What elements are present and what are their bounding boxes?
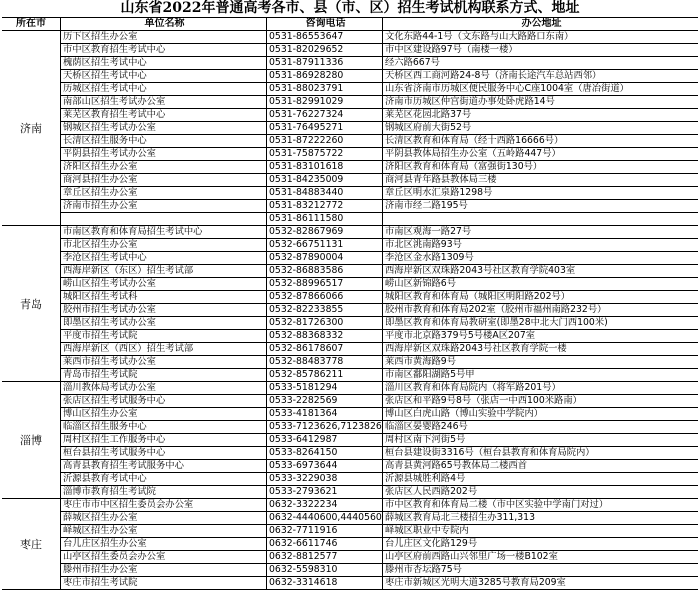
tel-cell: 0531-76495271 — [266, 122, 382, 134]
unit-cell: 沂源县教育考试中心 — [60, 473, 266, 485]
tel-cell: 0531-86111580 — [266, 213, 382, 225]
header-city: 所在市 — [16, 18, 46, 29]
addr-cell: 市南区观海一路27号 — [382, 226, 698, 238]
addr-cell: 长清区教育和体育局（经十西路16666号） — [382, 135, 698, 147]
tel-cell: 0531-76227324 — [266, 109, 382, 121]
table-row — [60, 395, 698, 408]
tel-cell: 0632-4440600,4440560 — [266, 512, 382, 524]
table-row — [60, 408, 698, 421]
unit-cell: 西海岸新区（东区）招生考试部 — [60, 265, 266, 277]
addr-cell: 山东省济南市历城区便民服务中心C座1004室（唐冶街道） — [382, 83, 698, 95]
unit-cell: 高青县教育招生考试服务中心 — [60, 460, 266, 472]
tel-cell: 0532-85786211 — [266, 369, 382, 381]
table-row — [60, 83, 698, 96]
tel-cell: 0531-84235009 — [266, 174, 382, 186]
table-row — [60, 460, 698, 473]
tel-cell: 0533-4181364 — [266, 408, 382, 420]
addr-cell: 莱芜区花园北路37号 — [382, 109, 698, 121]
table-row — [60, 499, 698, 512]
unit-cell: 西海岸新区（西区）招生考试部 — [60, 343, 266, 355]
table-row — [60, 304, 698, 317]
tel-cell: 0532-88996517 — [266, 278, 382, 290]
header-tel: 咨询电话 — [266, 18, 382, 30]
addr-cell: 钢城区府前大街52号 — [382, 122, 698, 134]
table-row — [60, 187, 698, 200]
table-row — [60, 265, 698, 278]
table-row — [60, 486, 698, 498]
unit-cell: 天桥区招生考试中心 — [60, 70, 266, 82]
tel-cell: 0532-86178607 — [266, 343, 382, 355]
addr-cell: 市中区教育和体育局二楼（市中区实验中学南门对过） — [382, 499, 698, 511]
unit-cell: 峄城区招生办公室 — [60, 525, 266, 537]
unit-cell: 商河县招生办公室 — [60, 174, 266, 186]
addr-cell: 市北区洮南路93号 — [382, 239, 698, 251]
city-cell: 枣庄 — [20, 538, 42, 551]
table-row — [60, 356, 698, 369]
unit-cell: 胶州市招生考试办公室 — [60, 304, 266, 316]
addr-cell: 张店区和平路9号8号（张店一中西100米路南） — [382, 395, 698, 407]
tel-cell: 0532-82233855 — [266, 304, 382, 316]
unit-cell: 张店区招生考试服务中心 — [60, 395, 266, 407]
unit-cell: 即墨区招生考试办公室 — [60, 317, 266, 329]
tel-cell: 0531-88023791 — [266, 83, 382, 95]
tel-cell: 0531-87222260 — [266, 135, 382, 147]
addr-cell: 商河县青年路县教体局三楼 — [382, 174, 698, 186]
tel-cell: 0533-2282569 — [266, 395, 382, 407]
tel-cell: 0531-86928280 — [266, 70, 382, 82]
addr-cell: 博山区白虎山路（博山实验中学院内） — [382, 408, 698, 420]
addr-cell: 临淄区晏婴路246号 — [382, 421, 698, 433]
addr-cell: 文化东路44-1号（文东路与山大路路口东南） — [382, 31, 698, 43]
table-row — [60, 525, 698, 538]
tel-cell: 0533-2793621 — [266, 486, 382, 498]
city-cell: 济南 — [20, 122, 42, 135]
table-row — [60, 564, 698, 577]
tel-cell: 0533-5181294 — [266, 382, 382, 394]
table-row — [60, 278, 698, 291]
tel-cell: 0632-3314618 — [266, 577, 382, 589]
addr-cell: 西海岸新区双珠路2043号社区教育学院一楼 — [382, 343, 698, 355]
addr-cell: 章丘区明水汇泉路1298号 — [382, 187, 698, 199]
tel-cell: 0632-6611746 — [266, 538, 382, 550]
table-row — [60, 369, 698, 381]
addr-cell: 崂山区新锦路6号 — [382, 278, 698, 290]
tel-cell: 0532-81726300 — [266, 317, 382, 329]
unit-cell: 平度市招生考试院 — [60, 330, 266, 342]
addr-cell: 山亭区府前西路山兴邻里广场一楼B102室 — [382, 551, 698, 563]
table-row — [60, 252, 698, 265]
addr-cell: 西海岸新区双珠路2043号社区教育学院403室 — [382, 265, 698, 277]
tel-cell: 0532-88483778 — [266, 356, 382, 368]
tel-cell: 0531-75875722 — [266, 148, 382, 160]
unit-cell: 济阳区招生办公室 — [60, 161, 266, 173]
addr-cell: 即墨区教育和体育局教研室(即墨28中北大门西100米) — [382, 317, 698, 329]
tel-cell: 0532-82867969 — [266, 226, 382, 238]
addr-cell: 周村区南下河街5号 — [382, 434, 698, 446]
unit-cell: 淄川教体局考试办公室 — [60, 382, 266, 394]
tel-cell: 0533-7123626,7123826 — [266, 421, 382, 433]
addr-cell: 平度市北京路379号5号楼A区207室 — [382, 330, 698, 342]
unit-cell: 章丘区招生办公室 — [60, 187, 266, 199]
addr-cell: 台儿庄区文化路129号 — [382, 538, 698, 550]
table-row — [60, 447, 698, 460]
tel-cell: 0632-7711916 — [266, 525, 382, 537]
table-body — [2, 31, 698, 590]
tel-cell: 0632-5598310 — [266, 564, 382, 576]
table-row — [60, 551, 698, 564]
addr-cell: 平阴县教体局招生办公室（五岭路447号） — [382, 148, 698, 160]
table-row — [60, 44, 698, 57]
contact-table — [2, 17, 698, 590]
tel-cell: 0532-88368332 — [266, 330, 382, 342]
table-row — [60, 96, 698, 109]
tel-cell: 0531-83101618 — [266, 161, 382, 173]
tel-cell: 0531-84883440 — [266, 187, 382, 199]
table-row — [60, 330, 698, 343]
unit-cell: 山亭区招生委员会办公室 — [60, 551, 266, 563]
addr-cell: 枣庄市新城区光明大道3285号教育局209室 — [382, 577, 698, 589]
addr-cell: 济南市历城区仲宫街道办事处卧虎路14号 — [382, 96, 698, 108]
city-group — [2, 382, 698, 499]
addr-cell: 沂源县城胜利路4号 — [382, 473, 698, 485]
addr-cell — [382, 213, 698, 225]
table-row — [60, 148, 698, 161]
table-row — [60, 291, 698, 304]
addr-cell: 薛城区教育局北三楼招生办311,313 — [382, 512, 698, 524]
unit-cell: 济南市招生办公室 — [60, 200, 266, 212]
table-row — [60, 421, 698, 434]
unit-cell: 历下区招生办公室 — [60, 31, 266, 43]
addr-cell: 胶州市教育和体育局202室（胶州市福州南路232号） — [382, 304, 698, 316]
table-row — [60, 213, 698, 225]
addr-cell: 李沧区金水路1309号 — [382, 252, 698, 264]
unit-cell — [60, 213, 266, 225]
tel-cell: 0532-87890004 — [266, 252, 382, 264]
addr-cell: 市南区鄱阳湖路5号甲 — [382, 369, 698, 381]
addr-cell: 济南市经二路195号 — [382, 200, 698, 212]
table-row — [60, 239, 698, 252]
unit-cell: 莱西市招生考试办公室 — [60, 356, 266, 368]
table-row — [60, 161, 698, 174]
tel-cell: 0632-8812577 — [266, 551, 382, 563]
city-group — [2, 499, 698, 590]
unit-cell: 城阳区招生考试科 — [60, 291, 266, 303]
tel-cell: 0533-6973644 — [266, 460, 382, 472]
unit-cell: 市中区教育招生考试中心 — [60, 44, 266, 56]
unit-cell: 市南区教育和体育局招生考试中心 — [60, 226, 266, 238]
addr-cell: 天桥区西工商河路24-8号（济南长途汽车总站西邻） — [382, 70, 698, 82]
tel-cell: 0533-8264150 — [266, 447, 382, 459]
tel-cell: 0531-83212772 — [266, 200, 382, 212]
unit-cell: 槐荫区招生考试中心 — [60, 57, 266, 69]
addr-cell: 张店区人民西路202号 — [382, 486, 698, 498]
table-row — [60, 434, 698, 447]
table-row — [60, 57, 698, 70]
unit-cell: 崂山区招生考试办公室 — [60, 278, 266, 290]
addr-cell: 城阳区教育和体育局（城阳区明阳路202号） — [382, 291, 698, 303]
unit-cell: 淄博市教育招生考试院 — [60, 486, 266, 498]
unit-cell: 滕州市招生办公室 — [60, 564, 266, 576]
tel-cell: 0531-82991029 — [266, 96, 382, 108]
table-row — [60, 473, 698, 486]
table-row — [60, 174, 698, 187]
addr-cell: 高青县黄河路65号教体局二楼西首 — [382, 460, 698, 472]
page-title: 山东省2022年普通高考各市、县（市、区）招生考试机构联系方式、地址 — [120, 0, 580, 16]
tel-cell: 0531-82029652 — [266, 44, 382, 56]
unit-cell: 桓台县招生考试服务中心 — [60, 447, 266, 459]
unit-cell: 李沧区招生考试中心 — [60, 252, 266, 264]
tel-cell: 0533-3229038 — [266, 473, 382, 485]
tel-cell: 0532-87866066 — [266, 291, 382, 303]
tel-cell: 0533-6412987 — [266, 434, 382, 446]
unit-cell: 周村区招生工作服务中心 — [60, 434, 266, 446]
city-group — [2, 226, 698, 382]
table-row — [60, 31, 698, 44]
addr-cell: 桓台县建设街3316号（桓台县教育和体育局院内） — [382, 447, 698, 459]
tel-cell: 0531-86553647 — [266, 31, 382, 43]
city-cell: 青岛 — [20, 297, 42, 311]
tel-cell: 0532-86883586 — [266, 265, 382, 277]
addr-cell: 淄川区教育和体育局院内（将军路201号） — [382, 382, 698, 394]
table-row — [60, 538, 698, 551]
unit-cell: 台儿庄区招生办公室 — [60, 538, 266, 550]
tel-cell: 0632-3322234 — [266, 499, 382, 511]
header-addr: 办公地址 — [382, 18, 698, 30]
table-row — [60, 122, 698, 135]
addr-cell: 经六路667号 — [382, 57, 698, 69]
unit-cell: 莱芜区教育招生考试中心 — [60, 109, 266, 121]
table-row — [60, 226, 698, 239]
table-row — [60, 135, 698, 148]
table-row — [60, 200, 698, 213]
addr-cell: 市中区建设路97号（南楼一楼） — [382, 44, 698, 56]
unit-cell: 长清区招生服务中心 — [60, 135, 266, 147]
table-row — [60, 382, 698, 395]
table-row — [60, 70, 698, 83]
header-unit: 单位名称 — [60, 18, 266, 30]
table-row — [60, 317, 698, 330]
table-row — [60, 109, 698, 122]
unit-cell: 历城区招生考试中心 — [60, 83, 266, 95]
unit-cell: 青岛市招生考试院 — [60, 369, 266, 381]
table-row — [60, 343, 698, 356]
table-header — [2, 17, 698, 31]
unit-cell: 南部山区招生考试办公室 — [60, 96, 266, 108]
addr-cell: 滕州市杏坛路75号 — [382, 564, 698, 576]
addr-cell: 济阳区教育和体育局（富强街130号） — [382, 161, 698, 173]
table-row — [60, 512, 698, 525]
unit-cell: 临淄区招生服务中心 — [60, 421, 266, 433]
tel-cell: 0531-87911336 — [266, 57, 382, 69]
city-cell: 淄博 — [20, 434, 42, 447]
tel-cell: 0532-66751131 — [266, 239, 382, 251]
unit-cell: 博山区招生办公室 — [60, 408, 266, 420]
city-group — [2, 31, 698, 226]
unit-cell: 薛城区招生办公室 — [60, 512, 266, 524]
table-row — [60, 577, 698, 589]
addr-cell: 莱西市黄海路9号 — [382, 356, 698, 368]
unit-cell: 枣庄市市中区招生委员会办公室 — [60, 499, 266, 511]
unit-cell: 枣庄市招生考试院 — [60, 577, 266, 589]
unit-cell: 平阴县招生考试办公室 — [60, 148, 266, 160]
unit-cell: 钢城区招生考试办公室 — [60, 122, 266, 134]
unit-cell: 市北区招生办公室 — [60, 239, 266, 251]
addr-cell: 峄城区职业中专院内 — [382, 525, 698, 537]
